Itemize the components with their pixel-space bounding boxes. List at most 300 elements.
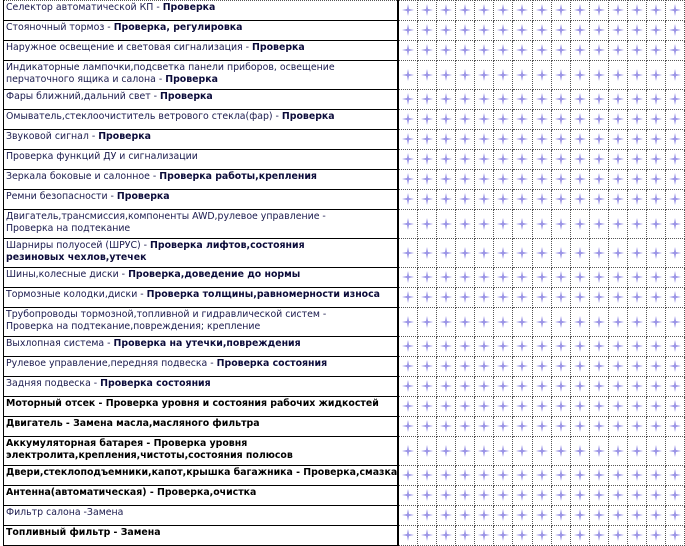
check-cell[interactable]: [475, 170, 494, 190]
check-cell[interactable]: [418, 506, 437, 526]
check-cell[interactable]: [551, 61, 570, 90]
check-cell[interactable]: [551, 377, 570, 397]
check-cell[interactable]: [437, 417, 456, 437]
task-label[interactable]: [4, 239, 399, 268]
check-cell[interactable]: [608, 357, 627, 377]
check-cell[interactable]: [398, 1, 418, 21]
check-cell[interactable]: [437, 61, 456, 90]
check-cell[interactable]: [398, 130, 418, 150]
check-cell[interactable]: [456, 337, 475, 357]
check-cell[interactable]: [665, 337, 684, 357]
check-cell[interactable]: [475, 377, 494, 397]
check-cell[interactable]: [570, 437, 589, 466]
task-label[interactable]: [4, 130, 399, 150]
check-cell[interactable]: [646, 526, 665, 546]
check-cell[interactable]: [475, 437, 494, 466]
check-cell[interactable]: [456, 61, 475, 90]
check-cell[interactable]: [398, 357, 418, 377]
check-cell[interactable]: [665, 417, 684, 437]
check-cell[interactable]: [437, 268, 456, 288]
check-cell[interactable]: [398, 417, 418, 437]
task-label[interactable]: [4, 190, 399, 210]
check-cell[interactable]: [627, 288, 646, 308]
check-cell[interactable]: [665, 288, 684, 308]
check-cell[interactable]: [551, 110, 570, 130]
check-cell[interactable]: [627, 61, 646, 90]
check-cell[interactable]: [551, 130, 570, 150]
check-cell[interactable]: [551, 210, 570, 239]
check-cell[interactable]: [532, 417, 551, 437]
check-cell[interactable]: [646, 377, 665, 397]
check-cell[interactable]: [494, 150, 513, 170]
check-cell[interactable]: [475, 1, 494, 21]
check-cell[interactable]: [475, 417, 494, 437]
check-cell[interactable]: [418, 308, 437, 337]
task-label[interactable]: [4, 337, 399, 357]
check-cell[interactable]: [589, 466, 608, 486]
check-cell[interactable]: [494, 110, 513, 130]
check-cell[interactable]: [513, 90, 532, 110]
check-cell[interactable]: [456, 1, 475, 21]
check-cell[interactable]: [665, 486, 684, 506]
check-cell[interactable]: [551, 288, 570, 308]
check-cell[interactable]: [570, 288, 589, 308]
check-cell[interactable]: [475, 268, 494, 288]
check-cell[interactable]: [589, 288, 608, 308]
check-cell[interactable]: [608, 239, 627, 268]
check-cell[interactable]: [589, 397, 608, 417]
check-cell[interactable]: [665, 357, 684, 377]
check-cell[interactable]: [532, 170, 551, 190]
check-cell[interactable]: [570, 268, 589, 288]
check-cell[interactable]: [513, 41, 532, 61]
check-cell[interactable]: [665, 526, 684, 546]
check-cell[interactable]: [627, 397, 646, 417]
check-cell[interactable]: [665, 110, 684, 130]
check-cell[interactable]: [589, 308, 608, 337]
check-cell[interactable]: [589, 41, 608, 61]
check-cell[interactable]: [398, 90, 418, 110]
check-cell[interactable]: [456, 357, 475, 377]
check-cell[interactable]: [608, 21, 627, 41]
check-cell[interactable]: [646, 110, 665, 130]
check-cell[interactable]: [475, 239, 494, 268]
check-cell[interactable]: [513, 506, 532, 526]
check-cell[interactable]: [456, 150, 475, 170]
check-cell[interactable]: [570, 130, 589, 150]
check-cell[interactable]: [608, 170, 627, 190]
check-cell[interactable]: [398, 21, 418, 41]
check-cell[interactable]: [665, 377, 684, 397]
check-cell[interactable]: [456, 377, 475, 397]
check-cell[interactable]: [475, 486, 494, 506]
check-cell[interactable]: [589, 526, 608, 546]
check-cell[interactable]: [627, 130, 646, 150]
check-cell[interactable]: [532, 190, 551, 210]
check-cell[interactable]: [570, 190, 589, 210]
check-cell[interactable]: [494, 210, 513, 239]
check-cell[interactable]: [513, 437, 532, 466]
task-label[interactable]: [4, 210, 399, 239]
check-cell[interactable]: [608, 150, 627, 170]
check-cell[interactable]: [627, 21, 646, 41]
check-cell[interactable]: [456, 21, 475, 41]
check-cell[interactable]: [437, 377, 456, 397]
check-cell[interactable]: [532, 437, 551, 466]
check-cell[interactable]: [398, 466, 418, 486]
check-cell[interactable]: [570, 308, 589, 337]
check-cell[interactable]: [627, 526, 646, 546]
check-cell[interactable]: [513, 1, 532, 21]
check-cell[interactable]: [513, 397, 532, 417]
check-cell[interactable]: [627, 486, 646, 506]
check-cell[interactable]: [570, 397, 589, 417]
task-label[interactable]: [4, 150, 399, 170]
check-cell[interactable]: [608, 190, 627, 210]
check-cell[interactable]: [532, 397, 551, 417]
check-cell[interactable]: [551, 357, 570, 377]
check-cell[interactable]: [665, 1, 684, 21]
check-cell[interactable]: [398, 268, 418, 288]
check-cell[interactable]: [627, 239, 646, 268]
check-cell[interactable]: [570, 170, 589, 190]
check-cell[interactable]: [437, 21, 456, 41]
check-cell[interactable]: [532, 41, 551, 61]
task-label[interactable]: [4, 417, 399, 437]
check-cell[interactable]: [532, 526, 551, 546]
check-cell[interactable]: [494, 526, 513, 546]
check-cell[interactable]: [437, 1, 456, 21]
check-cell[interactable]: [437, 357, 456, 377]
check-cell[interactable]: [570, 110, 589, 130]
check-cell[interactable]: [608, 210, 627, 239]
check-cell[interactable]: [646, 337, 665, 357]
check-cell[interactable]: [532, 210, 551, 239]
check-cell[interactable]: [532, 239, 551, 268]
task-label[interactable]: [4, 170, 399, 190]
check-cell[interactable]: [437, 288, 456, 308]
check-cell[interactable]: [570, 41, 589, 61]
check-cell[interactable]: [532, 288, 551, 308]
check-cell[interactable]: [608, 466, 627, 486]
check-cell[interactable]: [665, 90, 684, 110]
check-cell[interactable]: [627, 437, 646, 466]
check-cell[interactable]: [627, 170, 646, 190]
check-cell[interactable]: [398, 239, 418, 268]
check-cell[interactable]: [570, 526, 589, 546]
check-cell[interactable]: [551, 1, 570, 21]
task-label[interactable]: [4, 466, 399, 486]
check-cell[interactable]: [665, 268, 684, 288]
task-label[interactable]: [4, 397, 399, 417]
check-cell[interactable]: [494, 130, 513, 150]
check-cell[interactable]: [570, 466, 589, 486]
check-cell[interactable]: [513, 337, 532, 357]
check-cell[interactable]: [418, 526, 437, 546]
check-cell[interactable]: [418, 210, 437, 239]
check-cell[interactable]: [475, 90, 494, 110]
check-cell[interactable]: [589, 1, 608, 21]
check-cell[interactable]: [437, 526, 456, 546]
check-cell[interactable]: [532, 337, 551, 357]
check-cell[interactable]: [608, 1, 627, 21]
check-cell[interactable]: [475, 21, 494, 41]
check-cell[interactable]: [608, 506, 627, 526]
check-cell[interactable]: [646, 486, 665, 506]
check-cell[interactable]: [456, 110, 475, 130]
check-cell[interactable]: [551, 190, 570, 210]
task-label[interactable]: [4, 1, 399, 21]
check-cell[interactable]: [570, 506, 589, 526]
check-cell[interactable]: [494, 90, 513, 110]
check-cell[interactable]: [475, 190, 494, 210]
check-cell[interactable]: [665, 130, 684, 150]
check-cell[interactable]: [437, 308, 456, 337]
check-cell[interactable]: [589, 357, 608, 377]
check-cell[interactable]: [398, 308, 418, 337]
task-label[interactable]: [4, 437, 399, 466]
check-cell[interactable]: [532, 21, 551, 41]
check-cell[interactable]: [398, 150, 418, 170]
check-cell[interactable]: [665, 437, 684, 466]
check-cell[interactable]: [437, 130, 456, 150]
check-cell[interactable]: [608, 377, 627, 397]
check-cell[interactable]: [494, 1, 513, 21]
check-cell[interactable]: [570, 61, 589, 90]
check-cell[interactable]: [665, 41, 684, 61]
check-cell[interactable]: [418, 288, 437, 308]
check-cell[interactable]: [608, 41, 627, 61]
check-cell[interactable]: [494, 337, 513, 357]
check-cell[interactable]: [418, 110, 437, 130]
check-cell[interactable]: [532, 61, 551, 90]
check-cell[interactable]: [494, 506, 513, 526]
check-cell[interactable]: [494, 437, 513, 466]
check-cell[interactable]: [627, 308, 646, 337]
check-cell[interactable]: [456, 506, 475, 526]
check-cell[interactable]: [418, 268, 437, 288]
task-label[interactable]: [4, 308, 399, 337]
check-cell[interactable]: [398, 288, 418, 308]
task-label[interactable]: [4, 357, 399, 377]
check-cell[interactable]: [570, 210, 589, 239]
check-cell[interactable]: [494, 308, 513, 337]
check-cell[interactable]: [646, 239, 665, 268]
check-cell[interactable]: [665, 61, 684, 90]
check-cell[interactable]: [513, 268, 532, 288]
check-cell[interactable]: [418, 337, 437, 357]
check-cell[interactable]: [437, 170, 456, 190]
check-cell[interactable]: [646, 41, 665, 61]
task-label[interactable]: [4, 288, 399, 308]
check-cell[interactable]: [494, 377, 513, 397]
check-cell[interactable]: [418, 150, 437, 170]
check-cell[interactable]: [513, 486, 532, 506]
check-cell[interactable]: [418, 377, 437, 397]
check-cell[interactable]: [570, 239, 589, 268]
check-cell[interactable]: [456, 170, 475, 190]
check-cell[interactable]: [475, 110, 494, 130]
check-cell[interactable]: [589, 239, 608, 268]
check-cell[interactable]: [551, 90, 570, 110]
check-cell[interactable]: [627, 357, 646, 377]
check-cell[interactable]: [551, 397, 570, 417]
check-cell[interactable]: [627, 466, 646, 486]
check-cell[interactable]: [551, 337, 570, 357]
check-cell[interactable]: [513, 377, 532, 397]
check-cell[interactable]: [475, 210, 494, 239]
check-cell[interactable]: [418, 61, 437, 90]
check-cell[interactable]: [513, 21, 532, 41]
check-cell[interactable]: [532, 506, 551, 526]
check-cell[interactable]: [513, 466, 532, 486]
check-cell[interactable]: [494, 170, 513, 190]
check-cell[interactable]: [608, 486, 627, 506]
check-cell[interactable]: [418, 41, 437, 61]
check-cell[interactable]: [608, 130, 627, 150]
check-cell[interactable]: [627, 506, 646, 526]
check-cell[interactable]: [532, 466, 551, 486]
check-cell[interactable]: [437, 437, 456, 466]
check-cell[interactable]: [665, 466, 684, 486]
check-cell[interactable]: [475, 150, 494, 170]
check-cell[interactable]: [589, 377, 608, 397]
check-cell[interactable]: [418, 486, 437, 506]
check-cell[interactable]: [437, 397, 456, 417]
check-cell[interactable]: [494, 268, 513, 288]
check-cell[interactable]: [627, 417, 646, 437]
check-cell[interactable]: [589, 190, 608, 210]
check-cell[interactable]: [513, 170, 532, 190]
check-cell[interactable]: [475, 506, 494, 526]
check-cell[interactable]: [570, 486, 589, 506]
check-cell[interactable]: [608, 110, 627, 130]
check-cell[interactable]: [532, 130, 551, 150]
check-cell[interactable]: [532, 377, 551, 397]
check-cell[interactable]: [437, 506, 456, 526]
check-cell[interactable]: [418, 397, 437, 417]
check-cell[interactable]: [475, 466, 494, 486]
check-cell[interactable]: [551, 417, 570, 437]
check-cell[interactable]: [551, 506, 570, 526]
check-cell[interactable]: [532, 110, 551, 130]
task-label[interactable]: [4, 41, 399, 61]
check-cell[interactable]: [627, 41, 646, 61]
check-cell[interactable]: [646, 210, 665, 239]
check-cell[interactable]: [589, 110, 608, 130]
check-cell[interactable]: [665, 170, 684, 190]
check-cell[interactable]: [418, 1, 437, 21]
task-label[interactable]: [4, 21, 399, 41]
check-cell[interactable]: [646, 61, 665, 90]
check-cell[interactable]: [665, 21, 684, 41]
check-cell[interactable]: [589, 61, 608, 90]
check-cell[interactable]: [398, 337, 418, 357]
check-cell[interactable]: [646, 308, 665, 337]
check-cell[interactable]: [437, 486, 456, 506]
check-cell[interactable]: [551, 41, 570, 61]
check-cell[interactable]: [608, 288, 627, 308]
check-cell[interactable]: [513, 308, 532, 337]
check-cell[interactable]: [627, 377, 646, 397]
check-cell[interactable]: [398, 61, 418, 90]
check-cell[interactable]: [494, 466, 513, 486]
check-cell[interactable]: [418, 130, 437, 150]
check-cell[interactable]: [589, 486, 608, 506]
check-cell[interactable]: [646, 150, 665, 170]
check-cell[interactable]: [513, 288, 532, 308]
check-cell[interactable]: [513, 417, 532, 437]
check-cell[interactable]: [494, 288, 513, 308]
check-cell[interactable]: [608, 437, 627, 466]
check-cell[interactable]: [608, 268, 627, 288]
check-cell[interactable]: [456, 268, 475, 288]
task-label[interactable]: [4, 526, 399, 546]
check-cell[interactable]: [646, 357, 665, 377]
check-cell[interactable]: [475, 41, 494, 61]
check-cell[interactable]: [494, 486, 513, 506]
check-cell[interactable]: [456, 288, 475, 308]
check-cell[interactable]: [475, 337, 494, 357]
check-cell[interactable]: [646, 506, 665, 526]
check-cell[interactable]: [665, 190, 684, 210]
check-cell[interactable]: [646, 170, 665, 190]
check-cell[interactable]: [570, 1, 589, 21]
check-cell[interactable]: [398, 437, 418, 466]
check-cell[interactable]: [398, 377, 418, 397]
check-cell[interactable]: [494, 397, 513, 417]
check-cell[interactable]: [532, 486, 551, 506]
check-cell[interactable]: [627, 110, 646, 130]
check-cell[interactable]: [589, 337, 608, 357]
check-cell[interactable]: [532, 1, 551, 21]
check-cell[interactable]: [398, 170, 418, 190]
check-cell[interactable]: [532, 357, 551, 377]
check-cell[interactable]: [475, 130, 494, 150]
check-cell[interactable]: [494, 190, 513, 210]
check-cell[interactable]: [437, 150, 456, 170]
check-cell[interactable]: [551, 466, 570, 486]
check-cell[interactable]: [551, 21, 570, 41]
check-cell[interactable]: [456, 397, 475, 417]
check-cell[interactable]: [475, 397, 494, 417]
check-cell[interactable]: [646, 130, 665, 150]
check-cell[interactable]: [437, 337, 456, 357]
check-cell[interactable]: [646, 1, 665, 21]
check-cell[interactable]: [494, 21, 513, 41]
check-cell[interactable]: [665, 308, 684, 337]
task-label[interactable]: [4, 61, 399, 90]
check-cell[interactable]: [570, 417, 589, 437]
check-cell[interactable]: [551, 150, 570, 170]
check-cell[interactable]: [398, 41, 418, 61]
check-cell[interactable]: [513, 150, 532, 170]
check-cell[interactable]: [665, 397, 684, 417]
check-cell[interactable]: [646, 268, 665, 288]
task-label[interactable]: [4, 90, 399, 110]
check-cell[interactable]: [551, 526, 570, 546]
check-cell[interactable]: [589, 170, 608, 190]
check-cell[interactable]: [570, 21, 589, 41]
check-cell[interactable]: [456, 437, 475, 466]
check-cell[interactable]: [456, 308, 475, 337]
check-cell[interactable]: [418, 417, 437, 437]
check-cell[interactable]: [494, 41, 513, 61]
check-cell[interactable]: [418, 466, 437, 486]
check-cell[interactable]: [646, 190, 665, 210]
check-cell[interactable]: [589, 417, 608, 437]
check-cell[interactable]: [456, 90, 475, 110]
